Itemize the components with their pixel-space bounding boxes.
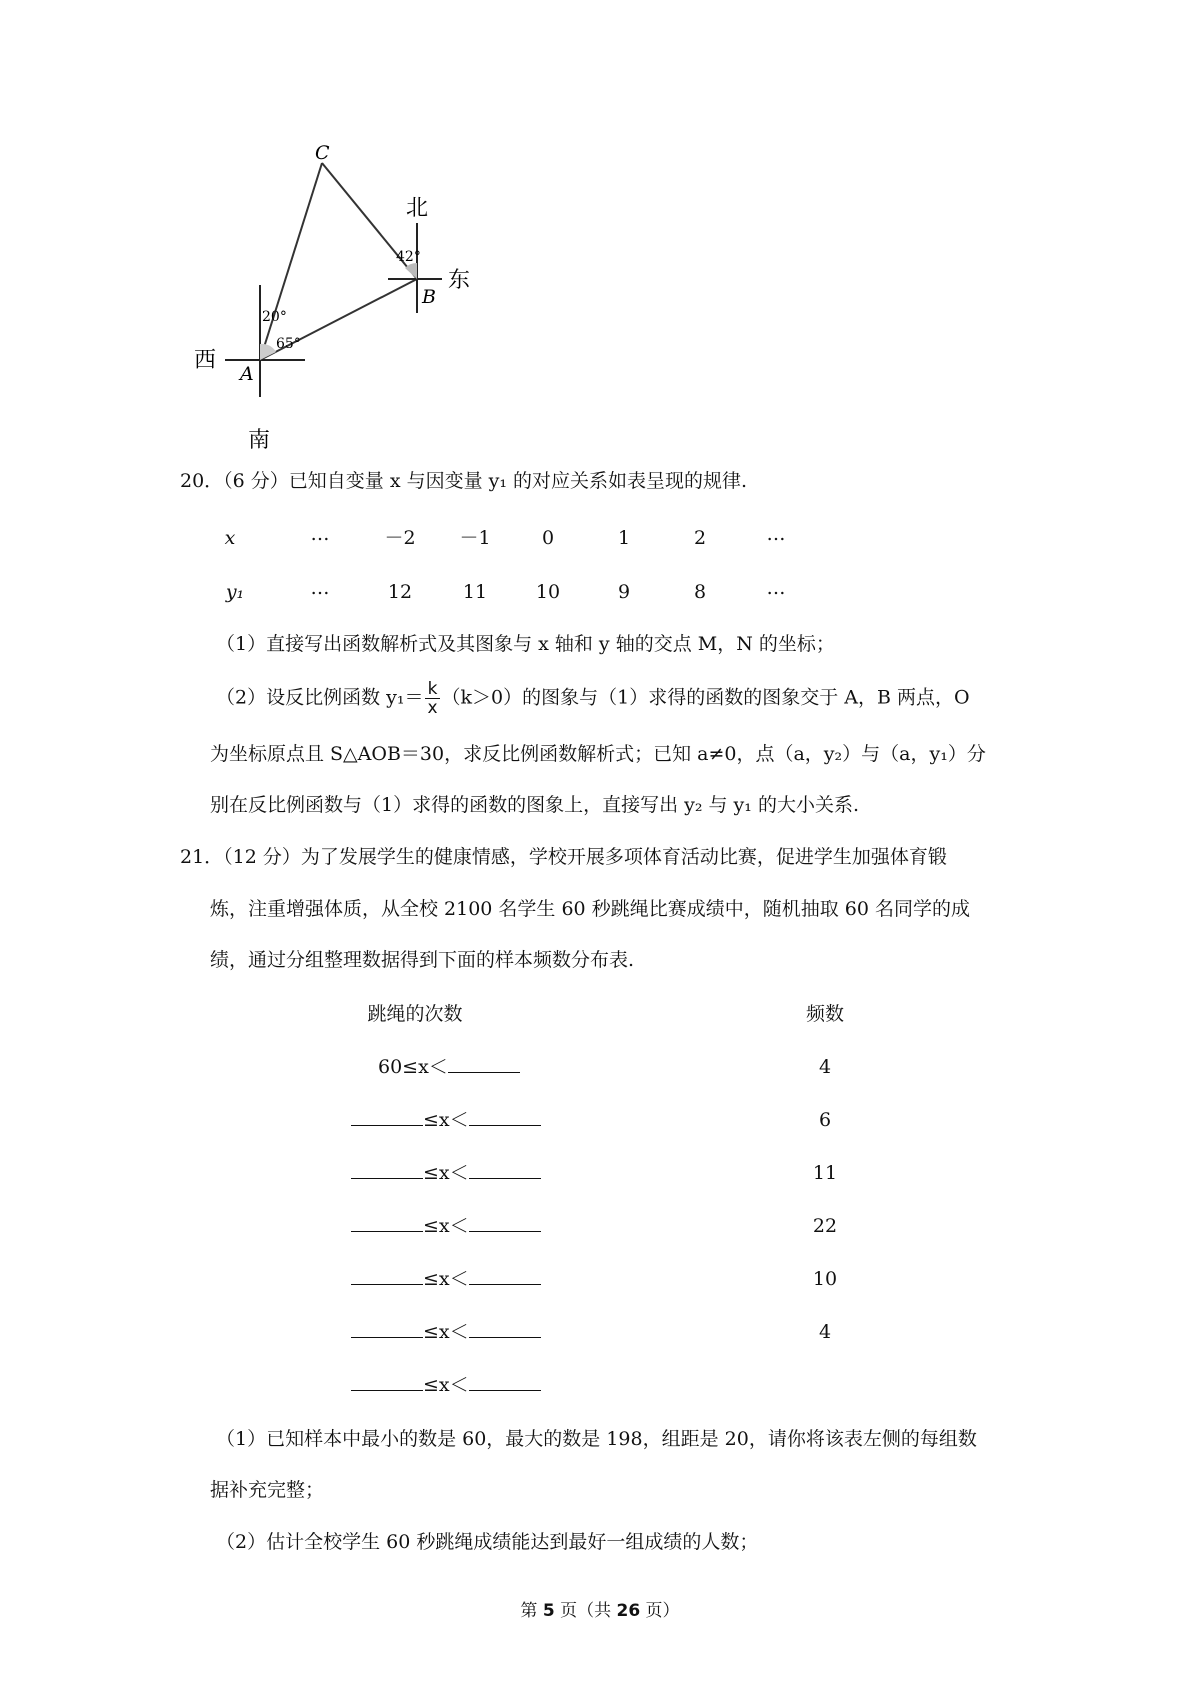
blank-field[interactable] — [351, 1107, 423, 1126]
south-label: 南 — [248, 428, 271, 453]
q20-cell: y₁ — [225, 581, 245, 603]
angle-a2-label: 65° — [276, 336, 301, 352]
fraction-numerator: k — [425, 680, 439, 699]
q21-stem-line2: 炼，注重增强体质，从全校 2100 名学生 60 秒跳绳比赛成绩中，随机抽取 60 名同学的成 — [210, 898, 970, 920]
north-label: 北 — [406, 196, 429, 221]
footer-prefix: 第 — [520, 1601, 543, 1621]
q20-cell: … — [766, 523, 786, 545]
frequency-cell: 4 — [818, 1056, 832, 1078]
range-row — [351, 1159, 541, 1187]
q20-cell: … — [766, 577, 786, 599]
blank-field[interactable] — [351, 1160, 423, 1179]
frequency-cell: 6 — [818, 1109, 832, 1131]
range-row — [351, 1212, 541, 1240]
frequency-cell: 22 — [812, 1215, 838, 1237]
range-row — [351, 1318, 541, 1346]
angle-b-label: 42° — [396, 249, 421, 265]
range-text: ≤x＜ — [423, 1162, 469, 1184]
footer-middle: 页（共 — [554, 1601, 617, 1621]
q20-cell: 11 — [462, 581, 488, 603]
blank-field[interactable] — [469, 1160, 541, 1179]
q20-cell: 12 — [387, 581, 413, 603]
q20-part2-line1 — [216, 680, 970, 717]
west-label: 西 — [194, 348, 217, 373]
q20-part2-line3: 别在反比例函数与（1）求得的函数的图象上，直接写出 y₂ 与 y₁ 的大小关系. — [210, 794, 859, 816]
page-number: 5 — [542, 1601, 555, 1621]
blank-field[interactable] — [469, 1213, 541, 1232]
frequency-cell: 4 — [818, 1321, 832, 1343]
point-c-label: C — [315, 142, 330, 164]
q21-part1-line1: （1）已知样本中最小的数是 60，最大的数是 198，组距是 20，请你将该表左侧的每组数 — [216, 1428, 977, 1450]
q20-cell: 1 — [617, 527, 631, 549]
range-row — [378, 1053, 520, 1081]
q20-cell: x — [224, 527, 236, 549]
q20-cell: －1 — [459, 527, 491, 549]
range-text: 60≤x＜ — [378, 1056, 448, 1078]
range-text: ≤x＜ — [423, 1321, 469, 1343]
east-label: 东 — [448, 268, 471, 293]
column-header-frequency: 频数 — [805, 1003, 844, 1025]
footer-suffix: 页） — [640, 1601, 680, 1621]
blank-field[interactable] — [351, 1319, 423, 1338]
range-row — [351, 1265, 541, 1293]
blank-field[interactable] — [351, 1213, 423, 1232]
blank-field[interactable] — [469, 1107, 541, 1126]
page-footer — [0, 1596, 1200, 1621]
range-row — [351, 1371, 541, 1399]
q20-cell: 9 — [617, 581, 631, 603]
q20-cell: 0 — [541, 527, 555, 549]
q20-cell: 2 — [693, 527, 707, 549]
q20-cell: 10 — [535, 581, 561, 603]
range-text: ≤x＜ — [423, 1268, 469, 1290]
fraction-denominator: x — [427, 698, 438, 718]
blank-field[interactable] — [351, 1266, 423, 1285]
q21-stem-line3: 绩，通过分组整理数据得到下面的样本频数分布表. — [210, 949, 635, 971]
q20-cell: －2 — [384, 527, 416, 549]
k-over-x-fraction — [425, 680, 439, 717]
frequency-cell: 10 — [812, 1268, 838, 1290]
range-text: ≤x＜ — [423, 1374, 469, 1396]
blank-field[interactable] — [469, 1266, 541, 1285]
blank-field[interactable] — [351, 1372, 423, 1391]
point-a-label: A — [240, 363, 254, 385]
direction-diagram — [190, 135, 490, 455]
range-text: ≤x＜ — [423, 1215, 469, 1237]
q20-part2-text-b: （k＞0）的图象与（1）求得的函数的图象交于 A，B 两点，O — [441, 686, 970, 709]
q20-stem: 20．（6 分）已知自变量 x 与因变量 y₁ 的对应关系如表呈现的规律. — [180, 470, 748, 492]
column-header-range: 跳绳的次数 — [367, 1003, 463, 1025]
blank-field[interactable] — [448, 1054, 520, 1073]
q21-part2: （2）估计全校学生 60 秒跳绳成绩能达到最好一组成绩的人数； — [216, 1531, 759, 1553]
q21-part1-line2: 据补充完整； — [210, 1479, 325, 1501]
point-b-label: B — [422, 286, 436, 308]
blank-field[interactable] — [469, 1372, 541, 1391]
blank-field[interactable] — [469, 1319, 541, 1338]
q20-part1: （1）直接写出函数解析式及其图象与 x 轴和 y 轴的交点 M，N 的坐标； — [216, 633, 835, 655]
q20-part2-line2: 为坐标原点且 S△AOB＝30，求反比例函数解析式；已知 a≠0，点（a，y₂）与（a，y₁）分 — [210, 743, 986, 765]
total-pages: 26 — [616, 1601, 641, 1621]
q20-part2-text-a: （2）设反比例函数 y₁＝ — [216, 686, 424, 709]
q20-cell: … — [310, 523, 330, 545]
q20-cell: … — [310, 577, 330, 599]
frequency-cell: 11 — [812, 1162, 838, 1184]
q20-cell: 8 — [693, 581, 707, 603]
angle-a1-label: 20° — [262, 309, 287, 325]
q21-stem-line1: 21．（12 分）为了发展学生的健康情感，学校开展多项体育活动比赛，促进学生加强体育锻 — [180, 846, 947, 868]
range-text: ≤x＜ — [423, 1109, 469, 1131]
range-row — [351, 1106, 541, 1134]
